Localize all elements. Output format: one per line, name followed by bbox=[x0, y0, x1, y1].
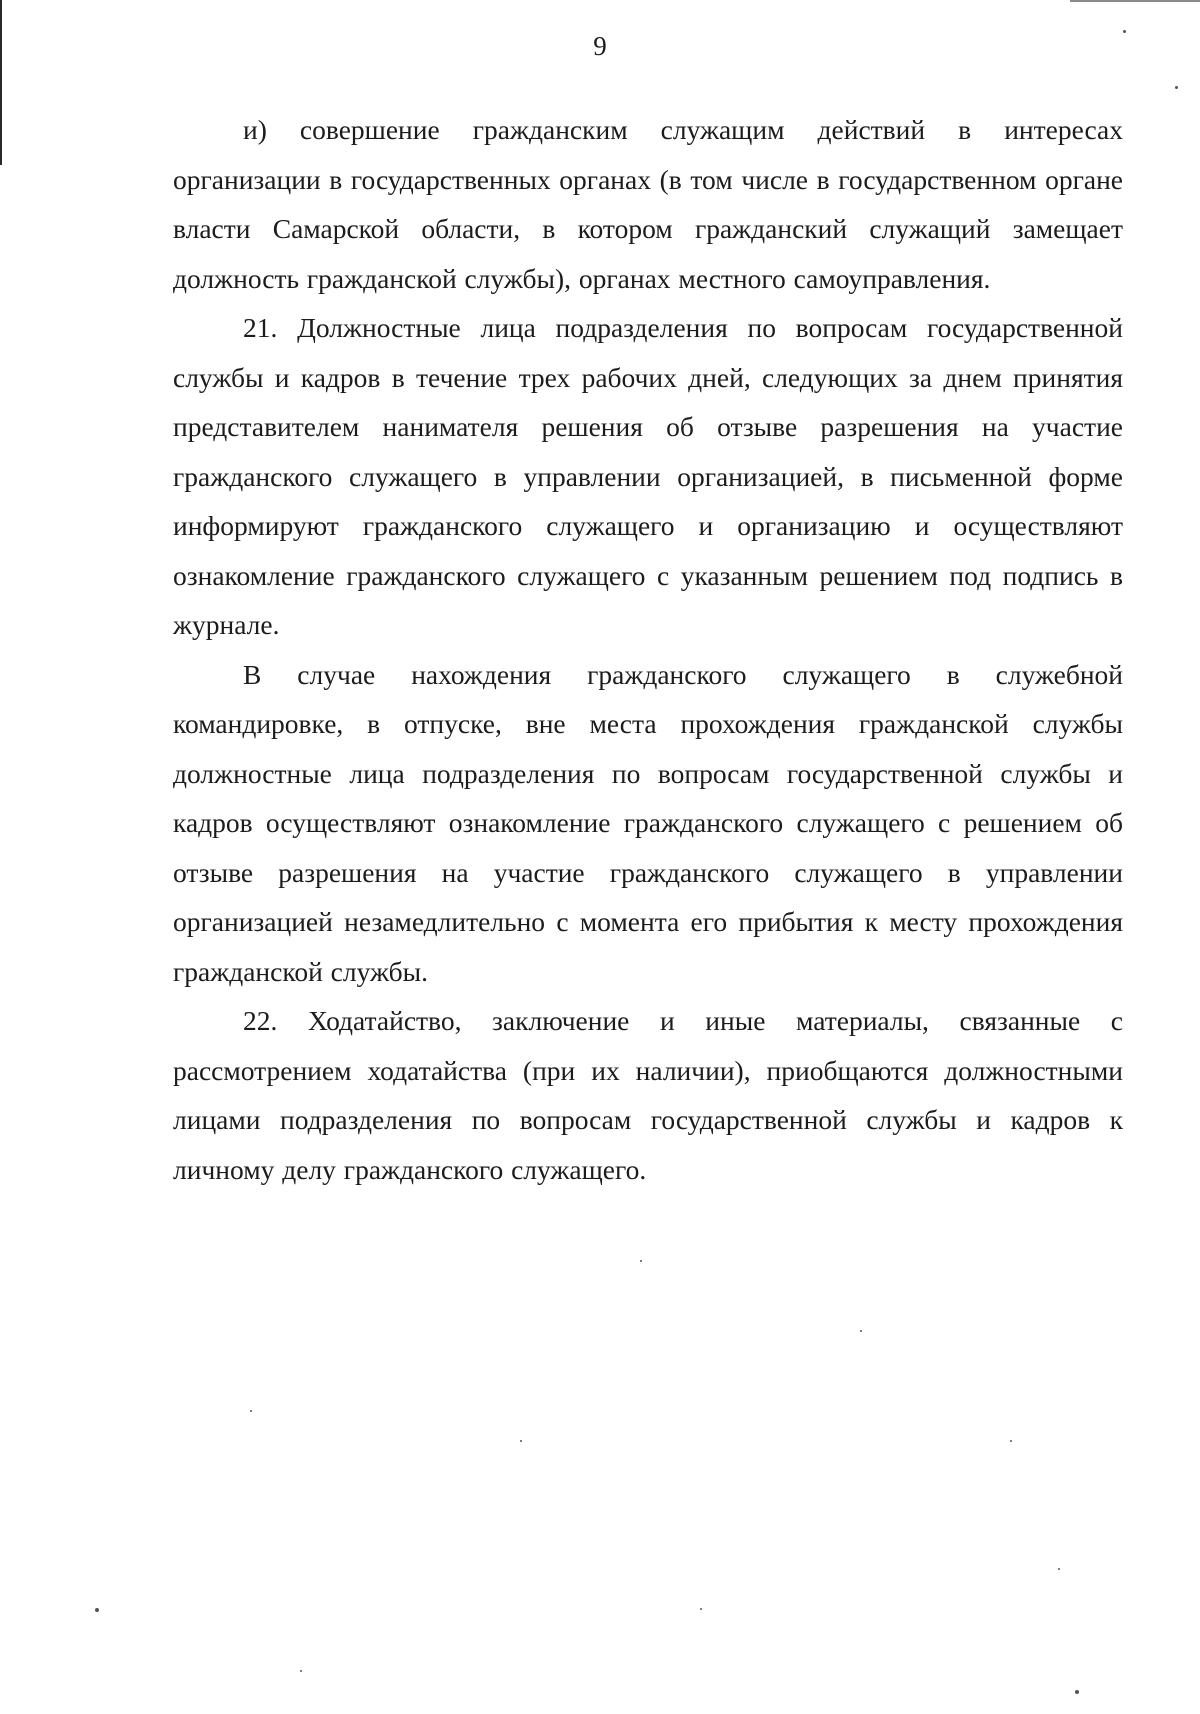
scan-speck bbox=[1058, 1568, 1060, 1570]
scan-speck bbox=[1123, 30, 1126, 33]
scan-speck bbox=[1010, 1440, 1012, 1442]
paragraph-item-i: и) совершение гражданским служащим действий в интересах организации в государственных органах (в том числе в государственном органе власти Самарской области, в котором гражданский служащий замещает должность гражданской службы), органах местного самоуправления. bbox=[173, 114, 1123, 294]
paragraph-21: 21. Должностные лица подразделения по вопросам государственной службы и кадров в течение трех рабочих дней, следующих за днем принятия представителем нанимателя решения об отзыве разрешения на участие гражданского служащего в управлении организацией, в письменной форме информируют гражданского служащего и организацию и осуществляют ознакомление гражданского служащего с указанным решением под подпись в журнале. bbox=[173, 312, 1123, 640]
scan-speck bbox=[520, 1440, 522, 1442]
scan-left-edge bbox=[0, 0, 2, 165]
scan-speck bbox=[95, 1608, 99, 1612]
paragraph-22: 22. Ходатайство, заключение и иные материалы, связанные с рассмотрением ходатайства (при их наличии), приобщаются должностными лицами подразделения по вопросам государственной службы и кадров к личному делу гражданского служащего. bbox=[173, 1005, 1123, 1185]
scan-speck bbox=[700, 1608, 702, 1610]
document-body bbox=[173, 105, 1123, 1194]
page-number: 9 bbox=[593, 31, 607, 61]
scan-speck bbox=[860, 1330, 862, 1332]
scan-top-rule bbox=[1070, 0, 1200, 2]
scan-speck bbox=[300, 1670, 302, 1672]
scan-speck bbox=[640, 1260, 642, 1262]
scan-speck bbox=[1175, 86, 1178, 89]
scan-speck bbox=[1075, 1690, 1079, 1694]
paragraph-21-continued: В случае нахождения гражданского служащего в служебной командировке, в отпуске, вне места прохождения гражданской службы должностные лица подразделения по вопросам государственной службы и кадров осуществляют ознакомление гражданского служащего с решением об отзыве разрешения на участие гражданского служащего в управлении организацией незамедлительно с момента его прибытия к месту прохождения гражданской службы. bbox=[173, 658, 1123, 987]
scan-speck bbox=[250, 1410, 252, 1412]
